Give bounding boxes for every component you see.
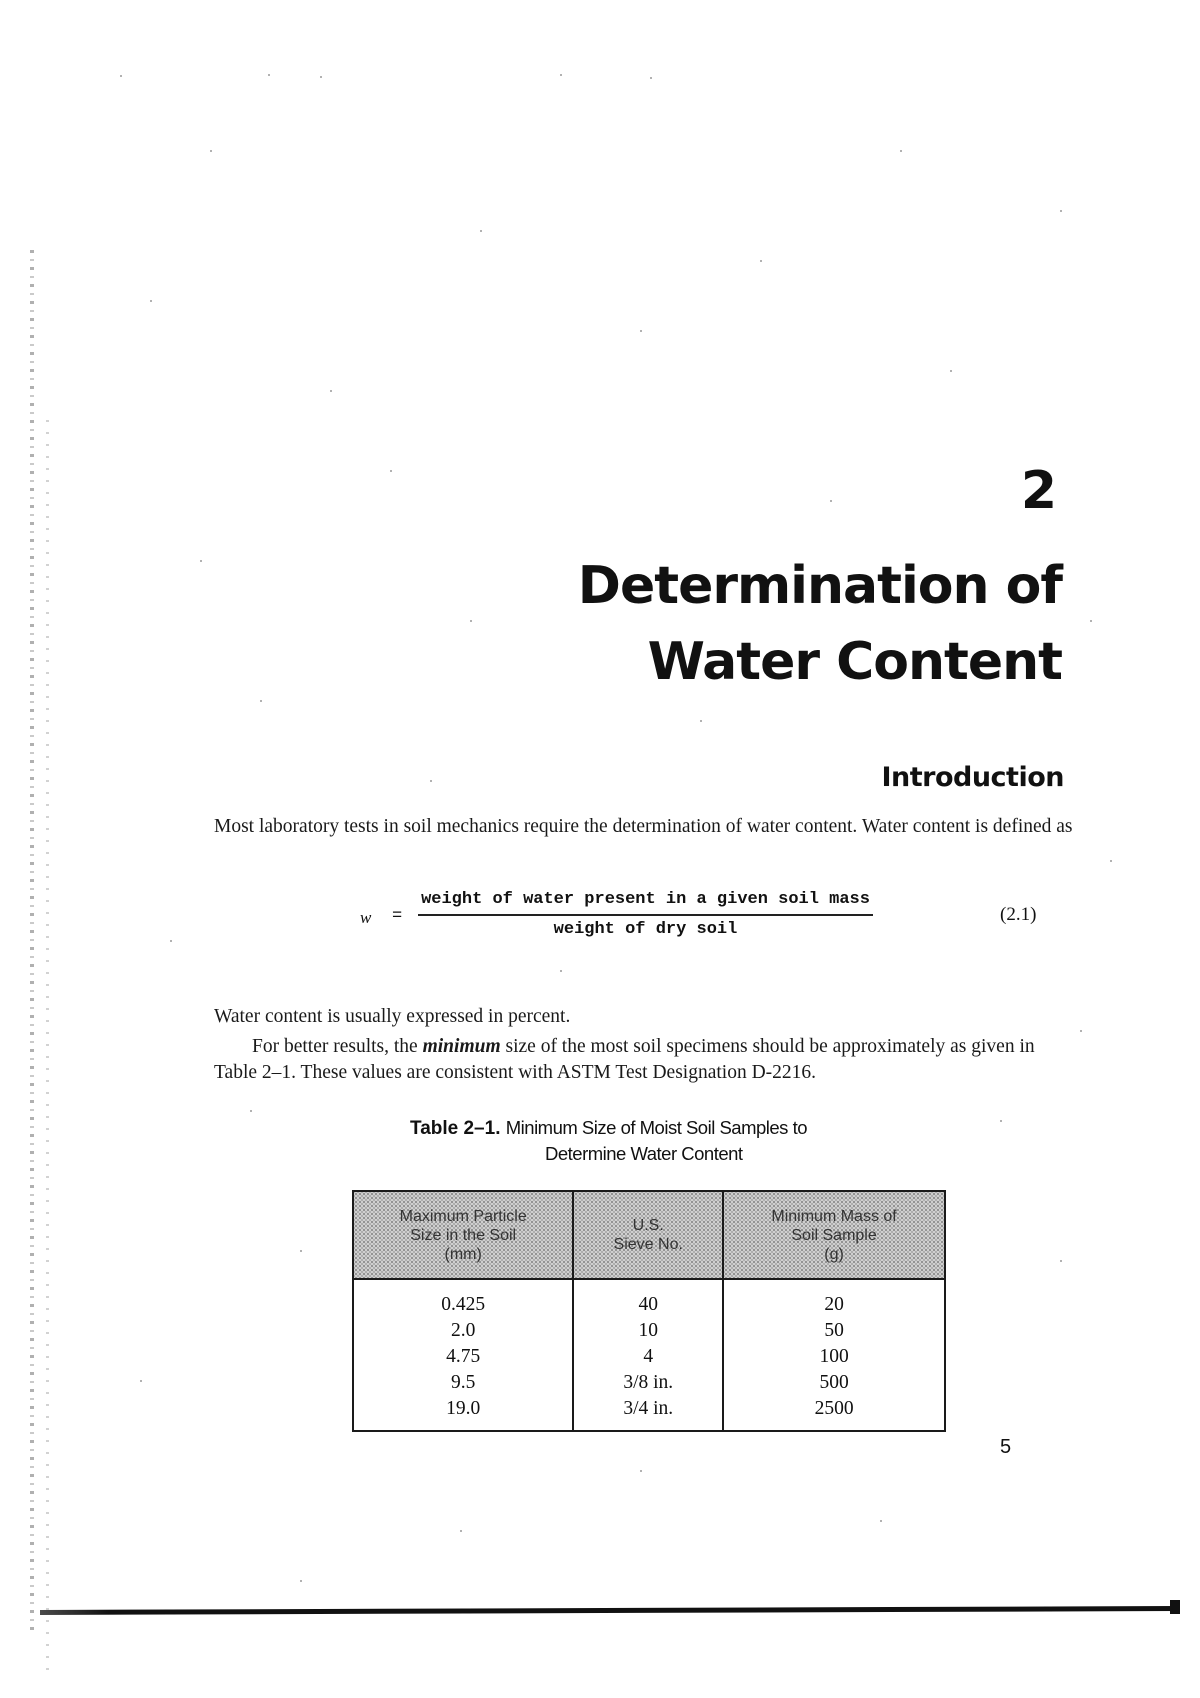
scan-edge-shadow [30, 250, 34, 1630]
section-heading: Introduction [881, 762, 1064, 793]
table-cell: 50 [824, 1320, 844, 1341]
header-line: Minimum Mass of [771, 1207, 897, 1225]
header-line: (mm) [444, 1245, 482, 1263]
bottom-edge-corner [1170, 1600, 1180, 1614]
column-particle-size [353, 1279, 573, 1431]
table-cell: 3/8 in. [623, 1372, 674, 1393]
header-line: Sieve No. [613, 1236, 683, 1253]
intro-paragraph: Most laboratory tests in soil mechanics require the determination of water content. Water content is defined as [214, 816, 1073, 837]
header-max-particle-size [353, 1191, 573, 1279]
water-content-equation [360, 890, 1080, 950]
table-cell: 40 [638, 1294, 658, 1315]
table-cell: 4 [643, 1346, 654, 1367]
page-number: 5 [1000, 1436, 1012, 1458]
table-cell: 2.0 [450, 1320, 476, 1341]
equation-number: (2.1) [1000, 904, 1037, 925]
table-cell: 0.425 [441, 1294, 486, 1315]
table-caption-text-line-1: Minimum Size of Moist Soil Samples to [505, 1117, 808, 1138]
table-caption [410, 1115, 930, 1166]
table-caption-label: Table 2–1. [410, 1118, 501, 1139]
sample-size-paragraph [214, 1034, 1074, 1086]
chapter-title [578, 548, 1062, 700]
sample-size-table [352, 1190, 946, 1432]
header-line: Soil Sample [791, 1226, 877, 1244]
table-cell: 10 [638, 1320, 658, 1341]
header-line: Maximum Particle [399, 1207, 527, 1225]
minimum-emphasis: minimum [422, 1036, 501, 1057]
header-sieve-number [573, 1191, 723, 1279]
sample-size-text-start: For better results, the [252, 1036, 423, 1057]
chapter-title-line-2: Water Content [647, 632, 1062, 692]
table-header-row [353, 1191, 945, 1279]
table-row [353, 1279, 945, 1431]
header-line: U.S. [632, 1217, 664, 1234]
column-sieve-number [573, 1279, 723, 1431]
table-cell: 2500 [814, 1398, 854, 1419]
chapter-number: 2 [1020, 461, 1057, 521]
fraction-bar [418, 914, 873, 916]
scan-edge-shadow-inner [46, 420, 49, 1680]
table-cell: 500 [819, 1372, 849, 1393]
header-line: (g) [824, 1245, 844, 1263]
table-cell: 4.75 [446, 1346, 481, 1367]
bottom-edge-rule [40, 1606, 1178, 1615]
table-cell: 19.0 [446, 1398, 481, 1419]
table-cell: 9.5 [450, 1372, 476, 1393]
table-cell: 3/4 in. [623, 1398, 674, 1419]
equation-variable: w [360, 908, 372, 927]
table-caption-text-line-2: Determine Water Content [545, 1143, 743, 1164]
equation-equals-sign: = [392, 907, 403, 926]
header-line: Size in the Soil [410, 1226, 517, 1244]
percent-paragraph: Water content is usually expressed in percent. [214, 1006, 571, 1027]
chapter-title-line-1: Determination of [577, 556, 1062, 616]
table-cell: 20 [824, 1294, 844, 1315]
header-min-sample-mass [723, 1191, 945, 1279]
equation-numerator: weight of water present in a given soil mass [421, 890, 870, 909]
table-cell: 100 [819, 1346, 849, 1367]
column-sample-mass [723, 1279, 945, 1431]
sample-size-text-end: size of the most soil specimens should be approximately as given in Table 2–1. These values are consistent with ASTM Test Designation D-2216. [214, 1036, 1035, 1083]
equation-denominator: weight of dry soil [553, 920, 738, 939]
